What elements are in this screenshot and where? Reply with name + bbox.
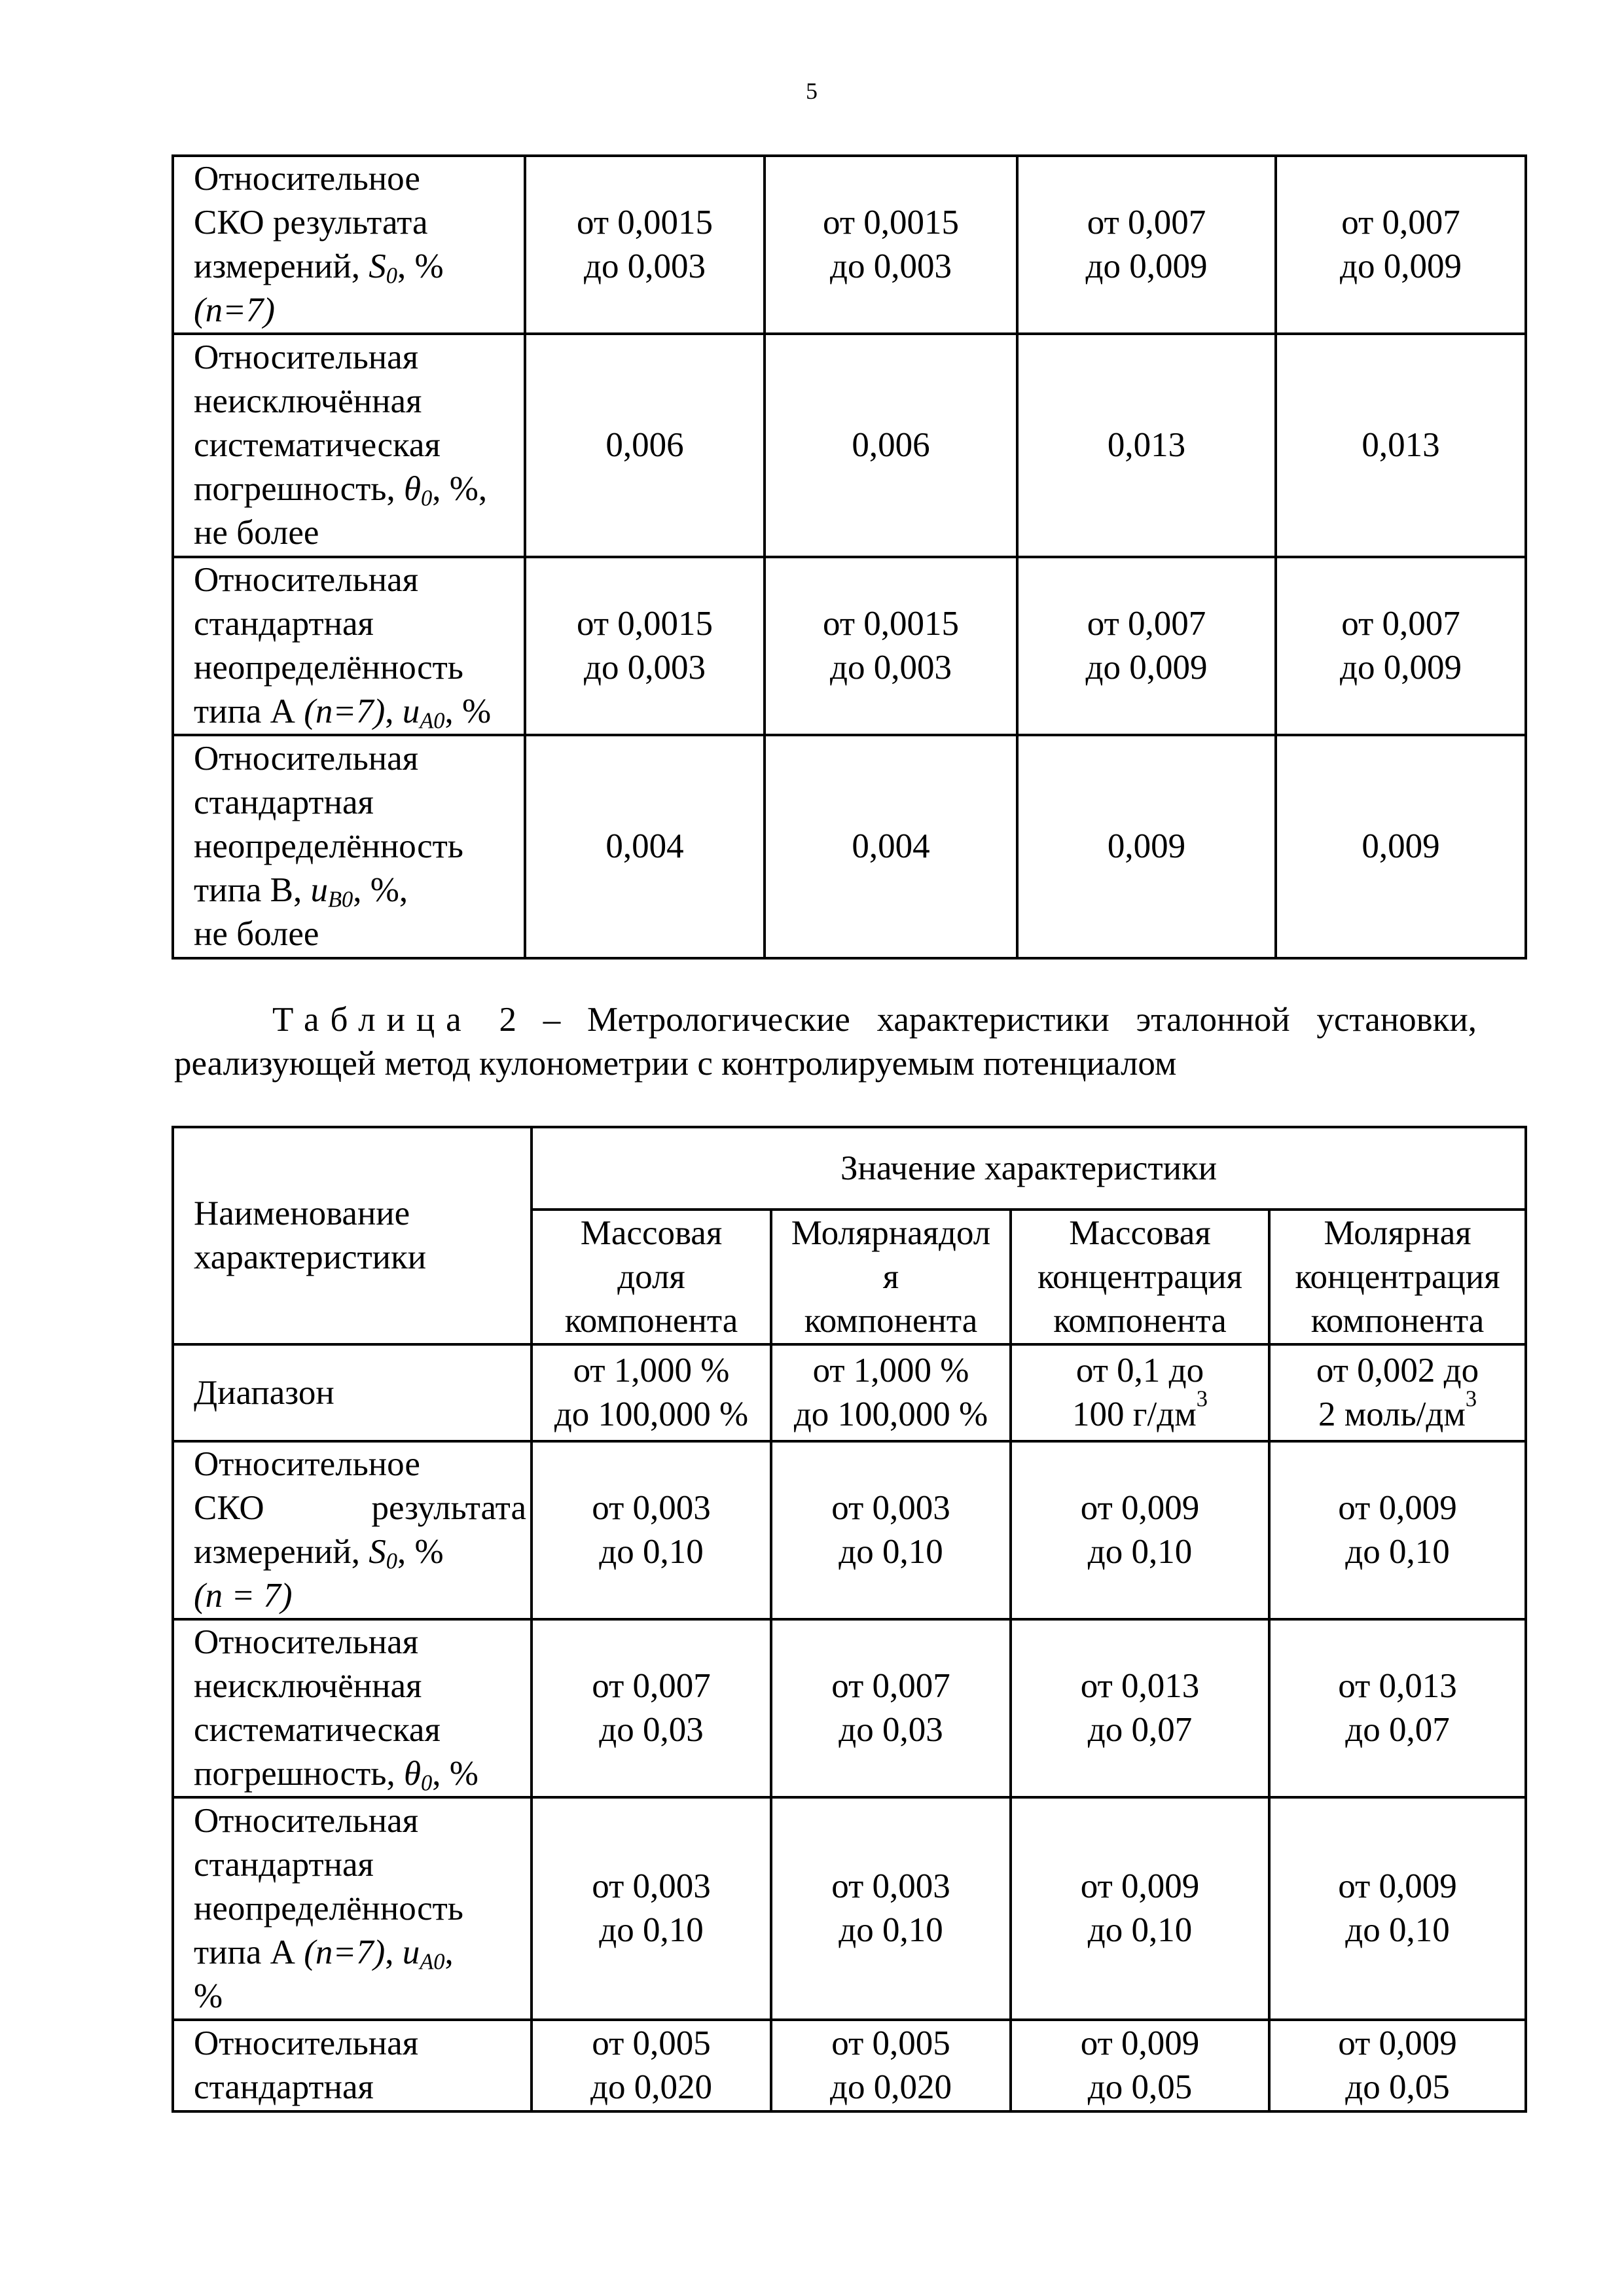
table2-cell: от 0,003 до 0,10 xyxy=(532,1797,771,2020)
table1-row-label: Относительная стандартная неопределённость типа А (n=7), $u_{A0}$, % xyxy=(173,557,525,735)
table1-cell: от 0,007 до 0,009 xyxy=(1276,156,1526,334)
table2-cell: от 1,000 % до 100,000 % xyxy=(532,1344,771,1441)
table2-header-group: Значение характеристики xyxy=(532,1127,1526,1210)
table1-cell: 0,004 xyxy=(525,735,765,958)
table1-row-label: Относительное СКО результата измерений, $S_0$, % (n=7) xyxy=(173,156,525,334)
table2-cell: от 0,003 до 0,10 xyxy=(532,1441,771,1619)
table2-row-label: Относительная стандартная xyxy=(173,2020,532,2111)
table-2 xyxy=(171,1126,1527,2113)
table2-row-std-uncertainty-a xyxy=(173,1797,1526,2020)
table2-cell: от 0,009 до 0,10 xyxy=(1011,1797,1269,2020)
table2-row-rel-sko xyxy=(173,1441,1526,1619)
table1-cell: от 0,0015 до 0,003 xyxy=(525,156,765,334)
table1-cell: 0,006 xyxy=(525,334,765,557)
table1-row-std-uncertainty-b xyxy=(173,735,1526,958)
table1-cell: от 0,0015 до 0,003 xyxy=(765,557,1017,735)
table1-cell: от 0,007 до 0,009 xyxy=(1017,557,1276,735)
table2-cell: от 0,003 до 0,10 xyxy=(771,1797,1011,2020)
table2-cell: от 0,002 до 2 моль/$дм^3$ xyxy=(1269,1344,1526,1441)
table2-cell: от 0,009 до 0,05 xyxy=(1011,2020,1269,2111)
table-2-caption: Таблица 2 – Метрологические характеристики эталонной установки, реализующей метод кулонометрии с контролируемым потенциалом xyxy=(174,1001,1477,1083)
table1-cell: 0,004 xyxy=(765,735,1017,958)
table2-cell: от 0,009 до 0,10 xyxy=(1269,1441,1526,1619)
table1-cell: от 0,0015 до 0,003 xyxy=(525,557,765,735)
table2-header-col: Молярнаядол я компонента xyxy=(771,1210,1011,1344)
table1-cell: 0,013 xyxy=(1017,334,1276,557)
table1-cell: 0,013 xyxy=(1276,334,1526,557)
table2-cell: от 0,009 до 0,05 xyxy=(1269,2020,1526,2111)
table2-cell: от 0,007 до 0,03 xyxy=(771,1619,1011,1797)
table2-cell: от 1,000 % до 100,000 % xyxy=(771,1344,1011,1441)
table2-cell: от 0,005 до 0,020 xyxy=(771,2020,1011,2111)
page-number: 5 xyxy=(806,78,818,104)
table2-row-label: Диапазон xyxy=(173,1344,532,1441)
table1-cell: от 0,007 до 0,009 xyxy=(1276,557,1526,735)
table2-row-label: Относительная неисключённая систематическая погрешность, $\theta_0$, % xyxy=(173,1619,532,1797)
table2-cell: от 0,009 до 0,10 xyxy=(1269,1797,1526,2020)
table1-cell: от 0,007 до 0,009 xyxy=(1017,156,1276,334)
table2-row-nonexcluded-error xyxy=(173,1619,1526,1797)
table2-row-std-uncertainty-b xyxy=(173,2020,1526,2111)
table2-header-name: Наименование характеристики xyxy=(173,1127,532,1344)
table1-row-std-uncertainty-a xyxy=(173,557,1526,735)
table1-cell: от 0,0015 до 0,003 xyxy=(765,156,1017,334)
table2-header-row-1 xyxy=(173,1127,1526,1210)
table1-cell: 0,006 xyxy=(765,334,1017,557)
table2-cell: от 0,013 до 0,07 xyxy=(1011,1619,1269,1797)
table2-header-col: Массовая концентрация компонента xyxy=(1011,1210,1269,1344)
table-1 xyxy=(171,154,1527,960)
table2-header-col: Молярная концентрация компонента xyxy=(1269,1210,1526,1344)
table1-row-nonexcluded-error xyxy=(173,334,1526,557)
table2-row-label: Относительная стандартная неопределённость типа А (n=7), $u_{A0}$, % xyxy=(173,1797,532,2020)
table2-cell: от 0,013 до 0,07 xyxy=(1269,1619,1526,1797)
table2-cell: от 0,007 до 0,03 xyxy=(532,1619,771,1797)
table2-cell: от 0,003 до 0,10 xyxy=(771,1441,1011,1619)
table2-cell: от 0,009 до 0,10 xyxy=(1011,1441,1269,1619)
table2-header-col: Массовая доля компонента xyxy=(532,1210,771,1344)
table1-row-label: Относительная стандартная неопределённость типа В, $u_{B0}$, %, не более xyxy=(173,735,525,958)
table1-row-rel-sko xyxy=(173,156,1526,334)
table2-cell: от 0,1 до 100 $г/дм^3$ xyxy=(1011,1344,1269,1441)
table1-row-label: Относительная неисключённая систематическая погрешность, $\theta_0$, %, не более xyxy=(173,334,525,557)
table2-row-label: Относительное СКО результата измерений, $S_0$, % (n = 7) xyxy=(173,1441,532,1619)
table1-cell: 0,009 xyxy=(1017,735,1276,958)
table2-cell: от 0,005 до 0,020 xyxy=(532,2020,771,2111)
table2-row-range xyxy=(173,1344,1526,1441)
table1-cell: 0,009 xyxy=(1276,735,1526,958)
